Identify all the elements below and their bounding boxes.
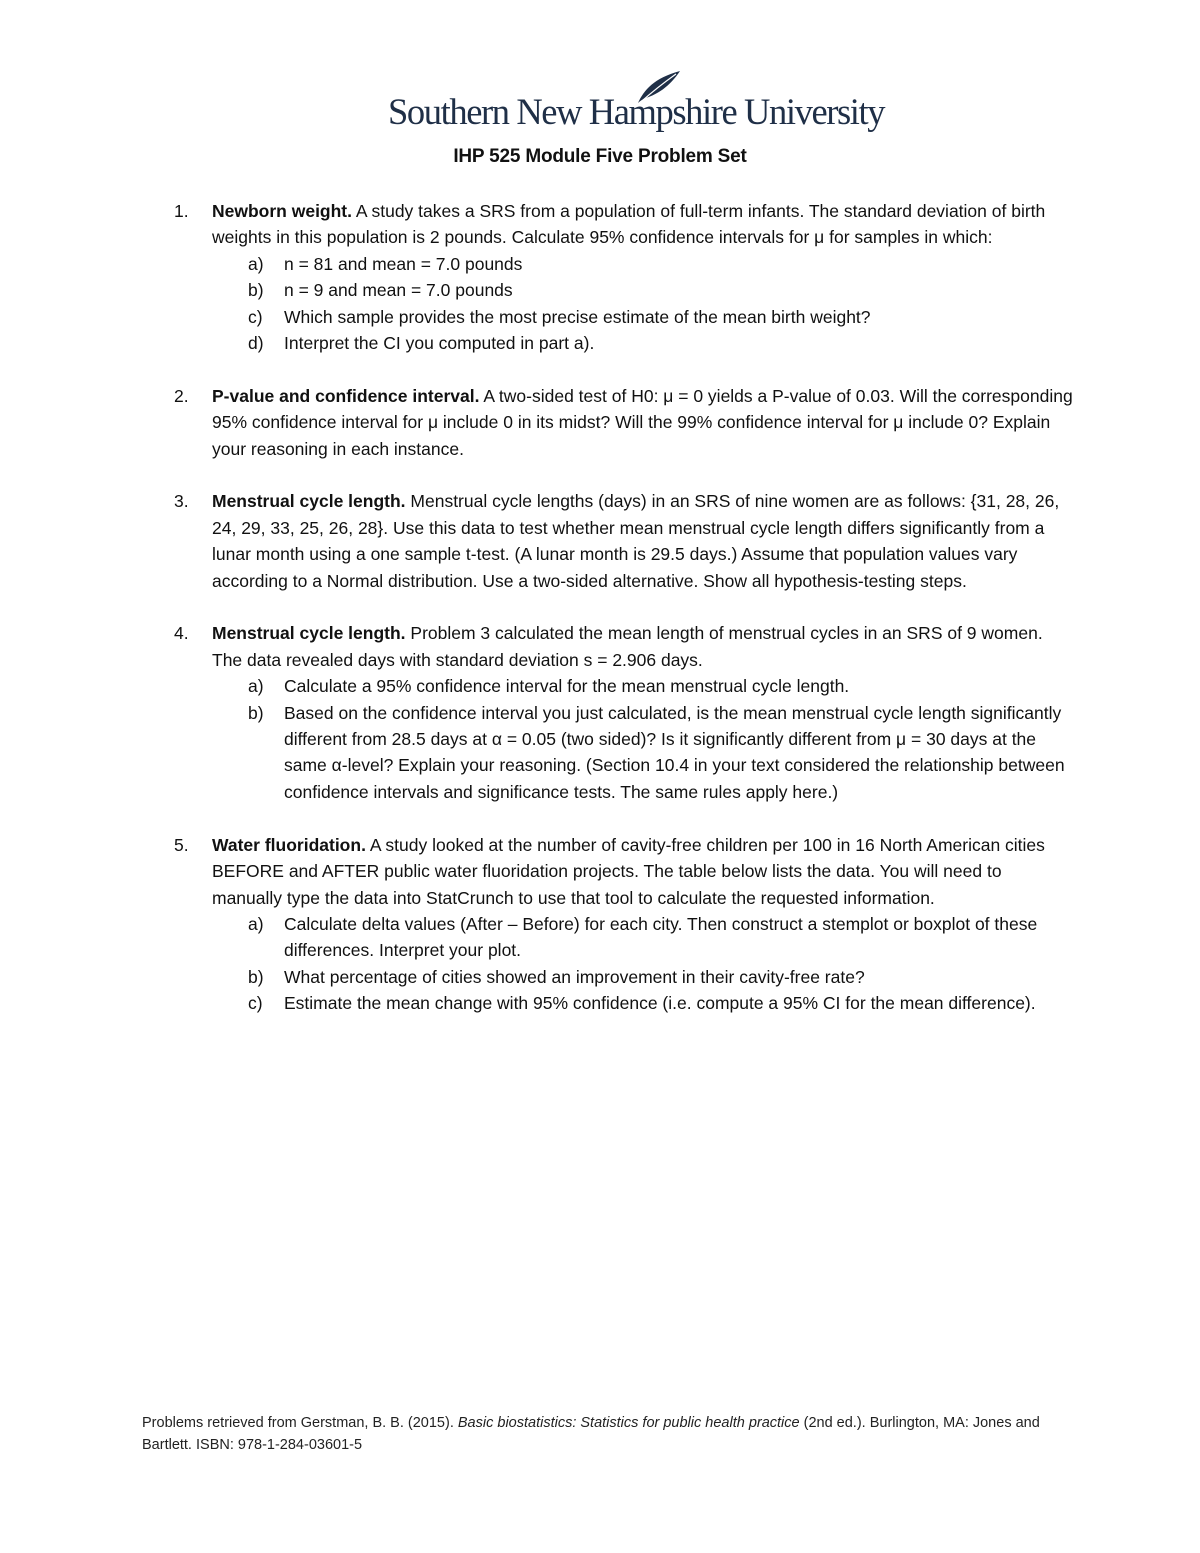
- problem-item: [174, 198, 1074, 356]
- subitem-text: Estimate the mean change with 95% confidence (i.e. compute a 95% CI for the mean difference).: [284, 993, 1036, 1014]
- subitem-list: [212, 911, 1074, 1017]
- problem-number: 3.: [174, 491, 189, 512]
- subitem-letter: a): [248, 676, 264, 697]
- page-title: IHP 525 Module Five Problem Set: [453, 146, 747, 167]
- subitem-letter: c): [248, 993, 263, 1014]
- university-logo: [388, 70, 885, 136]
- subitem-letter: b): [248, 966, 264, 987]
- subitem-letter: c): [248, 306, 263, 327]
- subitem-list: [212, 251, 1074, 357]
- problem-item: [174, 620, 1074, 805]
- problem-heading: Menstrual cycle length.: [212, 623, 406, 644]
- subitem: [212, 673, 1074, 699]
- citation-suffix: (2nd ed.). Burlington, MA: Jones and Bartlett. ISBN: 978-1-284-03601-5: [142, 1415, 1040, 1453]
- subitem-letter: d): [248, 333, 264, 354]
- subitem-text: Interpret the CI you computed in part a).: [284, 333, 595, 354]
- subitem-text: Based on the confidence interval you just calculated, is the mean menstrual cycle length significantly different from 28.5 days at α = 0.05 (two sided)? Is it significantly different from μ = 30 days at the same α-level? Explain your reasoning. (Section 10.4 in your text considered the relationship between confidence intervals and significance tests. The same rules apply here.): [284, 702, 1065, 802]
- subitem: [212, 251, 1074, 277]
- problem-text: Problem 3 calculated the mean length of menstrual cycles in an SRS of 9 women. The data revealed days with standard deviation s = 2.906 days.: [212, 623, 1043, 670]
- problem-number: 2.: [174, 385, 189, 406]
- subitem-text: What percentage of cities showed an improvement in their cavity-free rate?: [284, 966, 865, 987]
- problem-text: Menstrual cycle lengths (days) in an SRS of nine women are as follows: {31, 28, 26, 24, 29, 33, 25, 26, 28}. Use this data to test whether mean menstrual cycle length differs significantly from a lunar month using a one sample t-test. (A lunar month is 29.5 days.) Assume that population values vary according to a Normal distribution. Use a two-sided alternative. Show all hypothesis-testing steps.: [212, 491, 1060, 591]
- problem-item: [174, 832, 1074, 1017]
- subitem-list: [212, 673, 1074, 805]
- problem-item: [174, 383, 1074, 462]
- subitem-letter: a): [248, 913, 264, 934]
- subitem: [212, 277, 1074, 303]
- subitem: [212, 700, 1074, 806]
- logo-wordmark: Southern New Hampshire University: [388, 90, 885, 132]
- subitem-text: Calculate delta values (After – Before) for each city. Then construct a stemplot or boxplot of these differences. Interpret your plot.: [284, 913, 1038, 961]
- problem-text: A study looked at the number of cavity-free children per 100 in 16 North American cities BEFORE and AFTER public water fluoridation projects. The table below lists the data. You will need to manually type the data into StatCrunch to use that tool to calculate the requested information.: [212, 834, 1045, 908]
- problem-text: A study takes a SRS from a population of full-term infants. The standard deviation of birth weights in this population is 2 pounds. Calculate 95% confidence intervals for μ for samples in which:: [212, 201, 1046, 248]
- citation-prefix: Problems retrieved from Gerstman, B. B. (2015).: [142, 1415, 458, 1431]
- problem-heading: P-value and confidence interval.: [212, 385, 480, 406]
- problem-number: 1.: [174, 201, 189, 221]
- subitem-text: Calculate a 95% confidence interval for the mean menstrual cycle length.: [284, 676, 850, 697]
- subitem: [212, 911, 1074, 964]
- subitem-letter: b): [248, 702, 264, 723]
- problem-number: 5.: [174, 834, 189, 855]
- subitem-letter: a): [248, 253, 264, 274]
- problem-heading: Water fluoridation.: [212, 834, 366, 855]
- problem-list: [174, 198, 1074, 1043]
- subitem-text: Which sample provides the most precise estimate of the mean birth weight?: [284, 306, 871, 327]
- subitem-text: n = 81 and mean = 7.0 pounds: [284, 253, 523, 274]
- problem-heading: Menstrual cycle length.: [212, 491, 406, 512]
- problem-item: [174, 488, 1074, 594]
- subitem-letter: b): [248, 280, 264, 301]
- problem-number: 4.: [174, 623, 189, 644]
- subitem: [212, 990, 1074, 1016]
- citation-footer: [142, 1412, 1072, 1456]
- problem-text: A two-sided test of H0: μ = 0 yields a P-value of 0.03. Will the corresponding 95% confidence interval for μ include 0 in its midst? Will the 99% confidence interval for μ include 0? Explain your reasoning in each instance.: [212, 385, 1073, 459]
- subitem: [212, 304, 1074, 330]
- problem-heading: Newborn weight.: [212, 201, 352, 221]
- subitem: [212, 330, 1074, 356]
- subitem-text: n = 9 and mean = 7.0 pounds: [284, 280, 513, 301]
- subitem: [212, 964, 1074, 990]
- citation-book-title: Basic biostatistics: Statistics for public health practice: [457, 1415, 800, 1431]
